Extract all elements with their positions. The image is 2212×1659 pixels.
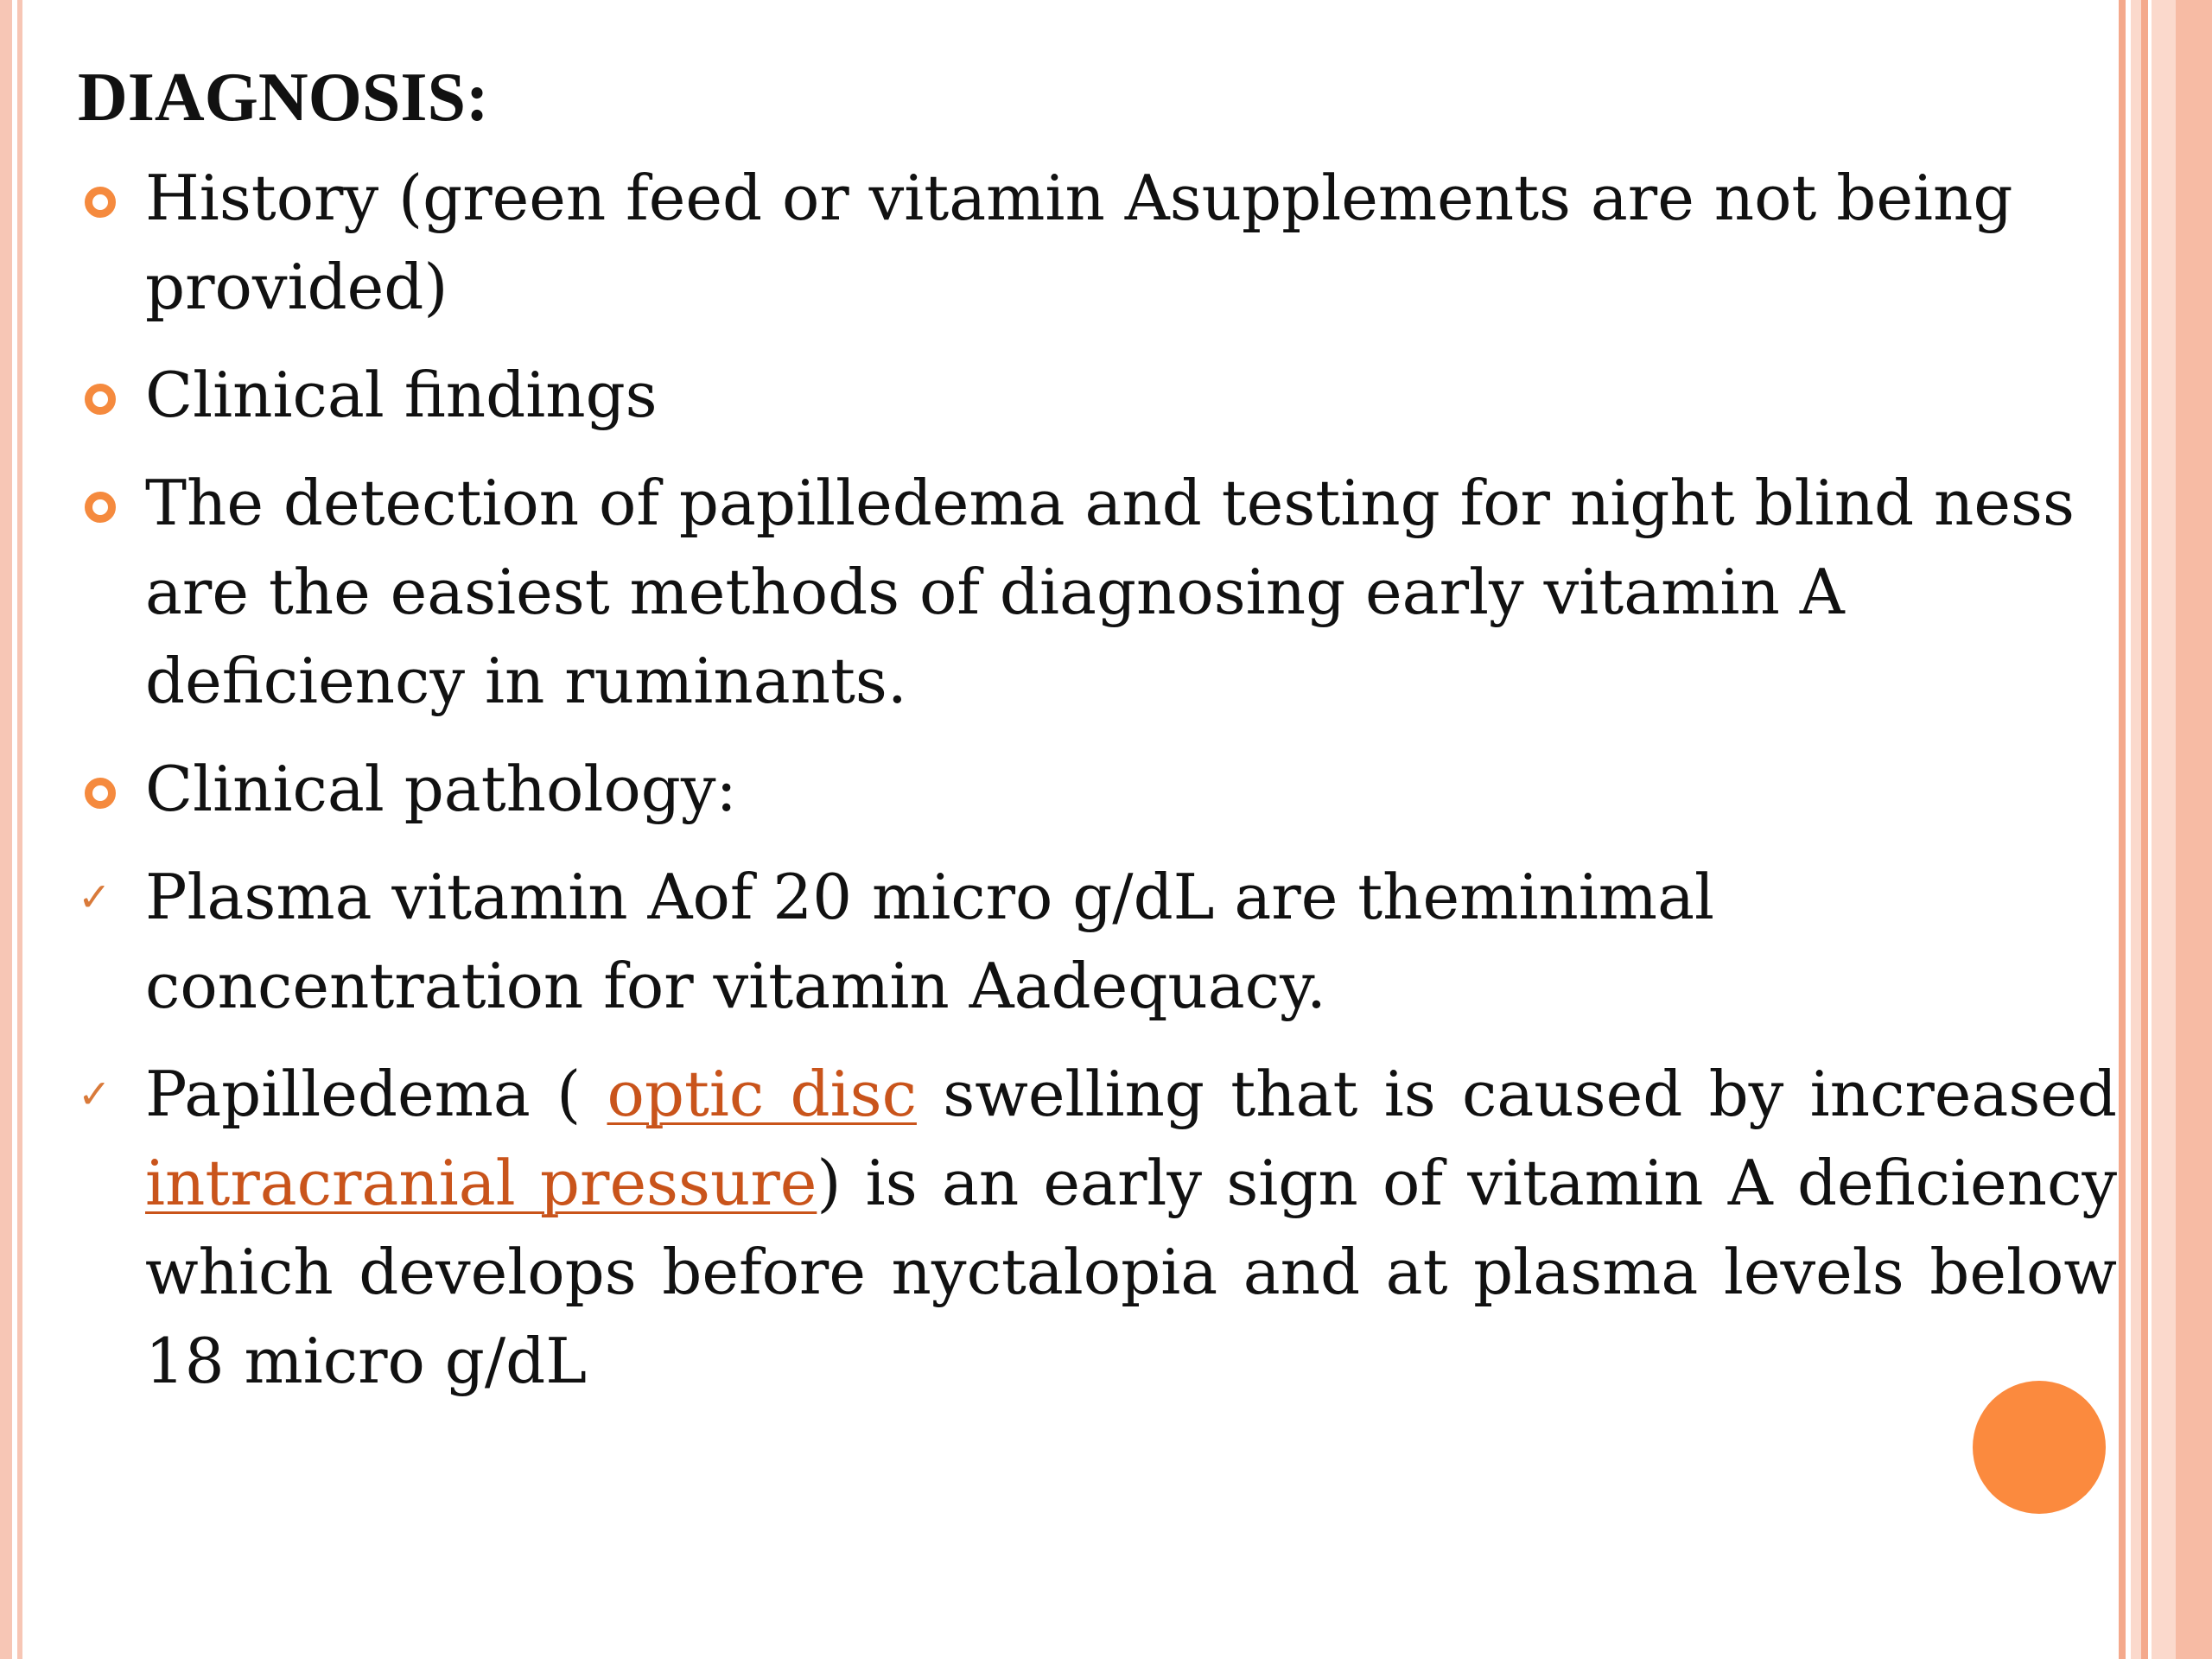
bullet-text: History (green feed or vitamin Asupplements are not being provided) [145, 162, 2013, 323]
checkmark-icon: ✓ [78, 1071, 111, 1117]
frame-stripe-right [2131, 0, 2141, 1659]
check-item-papilledema [78, 1050, 2117, 1406]
frame-stripe-left-thin [17, 0, 22, 1659]
frame-stripe-right [2141, 0, 2148, 1659]
slide-content [78, 41, 2117, 1425]
frame-stripe-right [2152, 0, 2176, 1659]
bullet-text: Clinical pathology: [145, 753, 737, 825]
orange-ring-bullet-icon [85, 492, 116, 523]
bullet-item-detection [78, 459, 2117, 726]
frame-stripe-right [2119, 0, 2126, 1659]
link-optic-disc[interactable]: optic disc [607, 1058, 917, 1130]
checkmark-icon: ✓ [78, 874, 111, 920]
check-text-part: swelling that is caused by increased [916, 1058, 2117, 1130]
bullet-text: Clinical findings [145, 359, 658, 431]
decorative-orange-circle [1973, 1381, 2106, 1514]
check-text-part: ) is an early sign of vitamin A deficiency which develops before nyctalopia and at plasma levels below 18 micro g/dL [145, 1147, 2117, 1397]
bullet-text: The detection of papilledema and testing for night blind ness are the easiest methods of diagnosing early vitamin A deficiency in ruminants. [145, 467, 2075, 717]
check-item-plasma [78, 853, 2117, 1031]
slide-title: DIAGNOSIS: [78, 60, 489, 136]
frame-stripe-right [2176, 0, 2212, 1659]
bullet-item-history [78, 154, 2117, 332]
check-text: Plasma vitamin Aof 20 micro g/dL are theminimal concentration for vitamin Aadequacy. [145, 861, 1715, 1022]
link-intracranial-pressure[interactable]: intracranial pressure [145, 1147, 817, 1219]
check-text-part: Papilledema ( [145, 1058, 607, 1130]
orange-ring-bullet-icon [85, 778, 116, 809]
bullet-item-clinical-findings [78, 351, 2117, 440]
orange-ring-bullet-icon [85, 384, 116, 415]
frame-stripe-left [0, 0, 12, 1659]
bullet-item-clinical-pathology [78, 745, 2117, 834]
orange-ring-bullet-icon [85, 187, 116, 218]
